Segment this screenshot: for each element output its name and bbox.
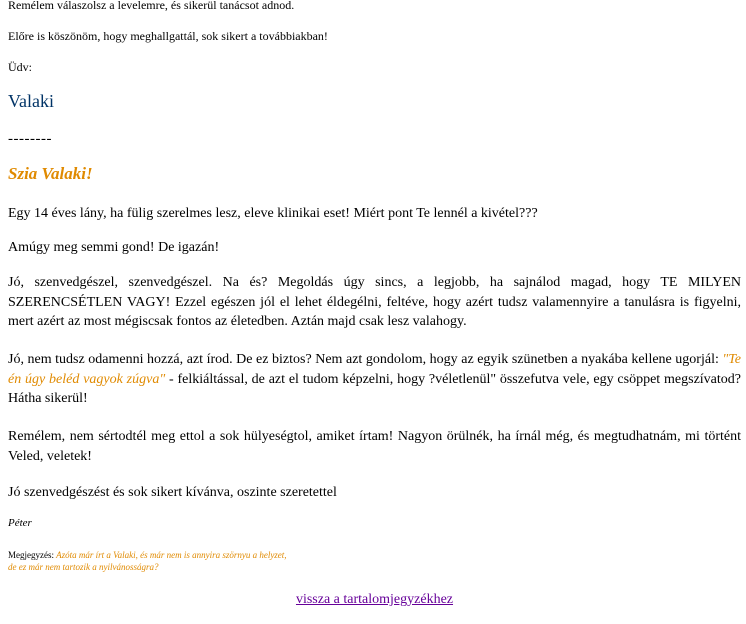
note-label: Megjegyzés: — [8, 550, 54, 560]
reply-quote: "Te én úgy beléd vagyok zúgva" — [8, 352, 741, 387]
note-text-line-1: Azóta már írt a Valaki, és már nem is annyira szörnyu a helyzet, — [53, 550, 287, 560]
reply-paragraph-4-start: Jó, nem tudsz odamenni hozzá, azt írod. De ez biztos? Nem azt gondolom, hogy az egyik szünetben a nyakába kellene ugorjál: — [8, 352, 723, 367]
reply-paragraph-4-end: - felkiáltással, de azt el tudom képzelni, hogy ?véletlenül" összefutva vele, egy csöppet megszívatod? Hátha sikerül! — [8, 371, 741, 406]
back-link-container — [8, 592, 741, 608]
reply-paragraph-2: Amúgy meg semmi gond! De igazán! — [8, 240, 220, 255]
reply-author: Péter — [8, 517, 32, 529]
letter-line-closing: Remélem válaszolsz a levelemre, és sikerül tanácsot adnod. — [8, 0, 295, 12]
reply-paragraph-6: Jó szenvedgészést és sok sikert kívánva, oszinte szeretettel — [8, 485, 337, 500]
note-text-line-2: de ez már nem tartozik a nyilvánosságra? — [8, 562, 159, 572]
back-to-contents-link[interactable]: vissza a tartalomjegyzékhez — [295, 592, 454, 607]
reply-paragraph-3: Jó, szenvedgészel, szenvedgészel. Na és? Megoldás úgy sincs, a legjobb, ha sajnálod magad, hogy TE MILYEN SZERENCSÉTLEN VAGY! Ezzel egészen jól el lehet éldegélni, feltéve, hogy azért tudsz valamennyire a tanulásra is figyelni, mert azért az most mégiscsak fontos az életedben. Aztán majd csak lesz valahogy. — [8, 275, 741, 329]
reply-paragraph-1: Egy 14 éves lány, ha fülig szerelmes lesz, eleve klinikai eset! Miért pont Te lennél a kivétel??? — [8, 206, 538, 221]
note — [8, 549, 287, 573]
letter-line-thanks: Előre is köszönöm, hogy meghallgattál, sok sikert a továbbiakban! — [8, 29, 328, 43]
separator: -------- — [8, 131, 52, 147]
letter-signature: Valaki — [8, 91, 54, 111]
reply-paragraph-5: Remélem, nem sértodtél meg ettol a sok hülyeségtol, amiket írtam! Nagyon örülnék, ha írnál még, és megtudhatnám, mi történt Veled, veletek! — [8, 429, 741, 464]
reply-greeting: Szia Valaki! — [8, 164, 93, 183]
letter-line-greeting: Üdv: — [8, 60, 32, 74]
reply-paragraph-4 — [8, 350, 741, 409]
